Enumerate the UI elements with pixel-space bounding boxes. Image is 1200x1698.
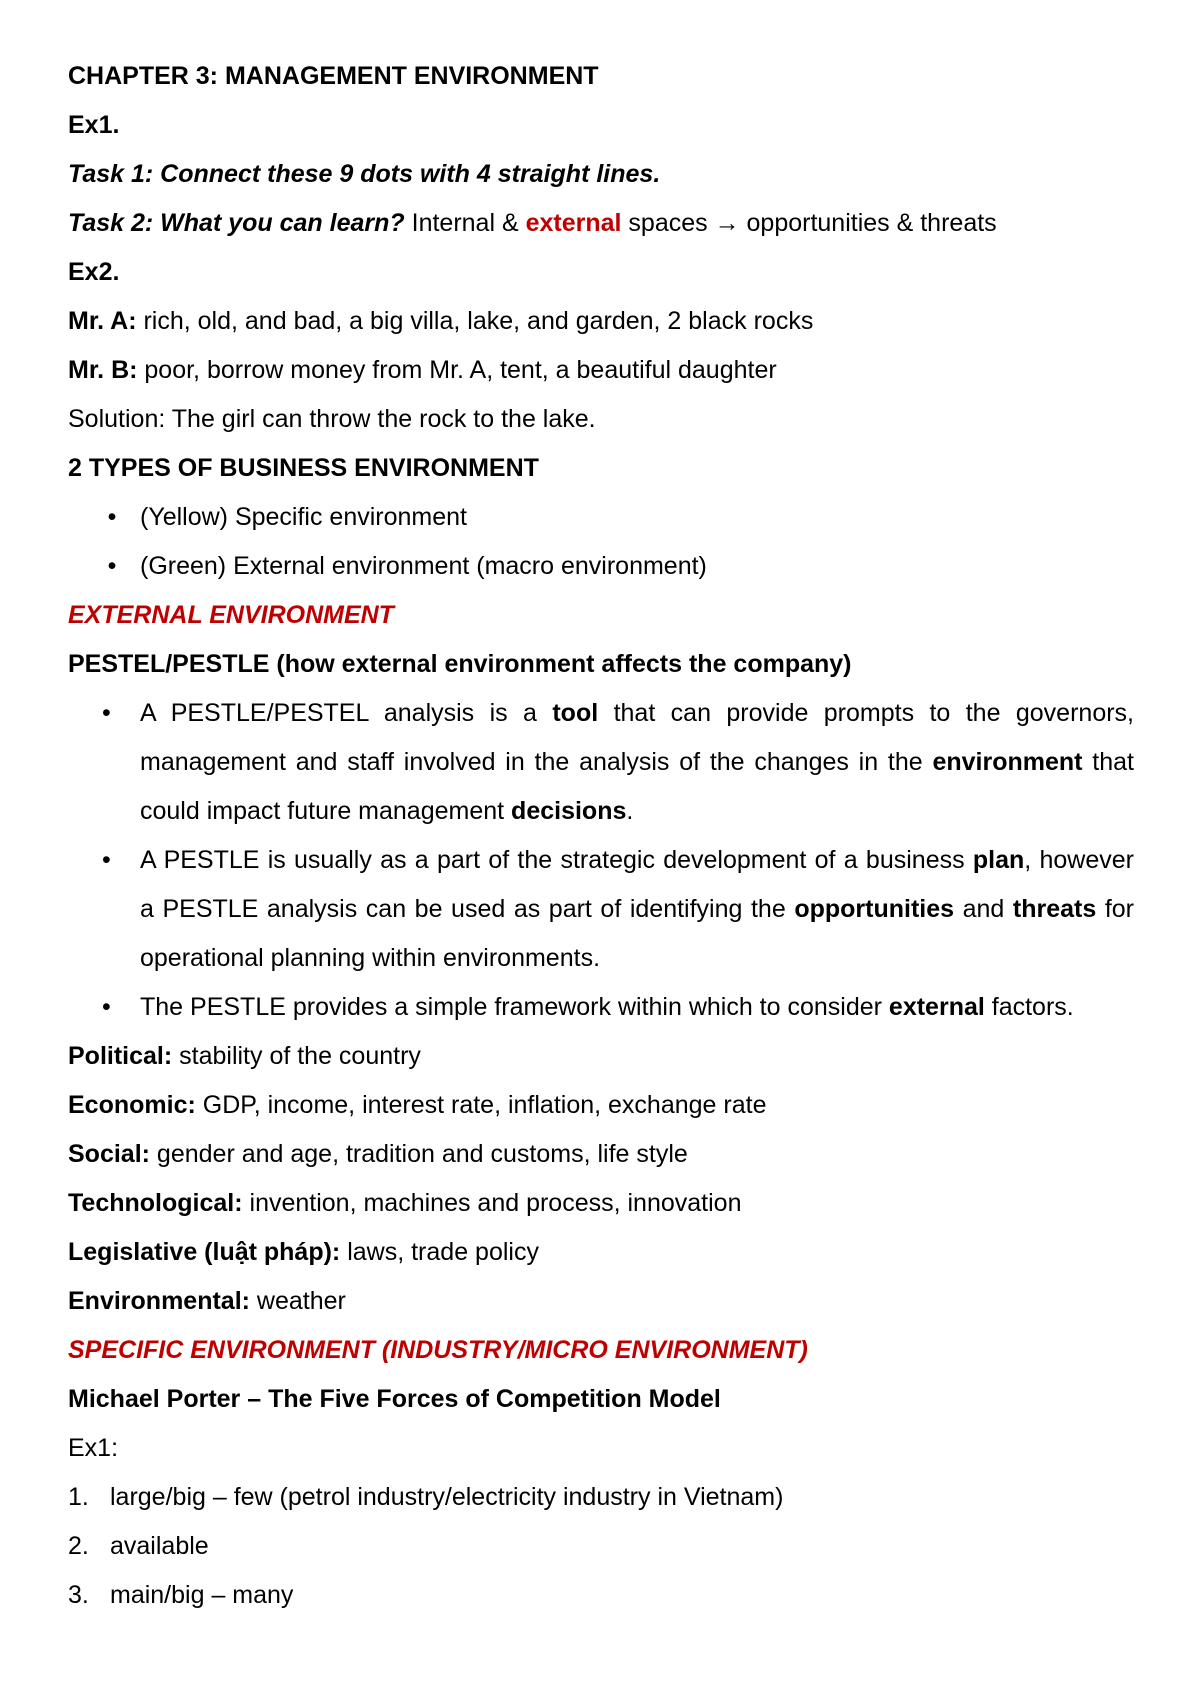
factor-text: invention, machines and process, innovation (242, 1189, 742, 1217)
types-list (68, 493, 1134, 591)
text-span: that can provide prompts to the governors, management and staff involved in the analysis of the changes in the (140, 699, 1134, 776)
external-heading: EXTERNAL ENVIRONMENT (68, 601, 394, 629)
list-text: large/big – few (petrol industry/electricity industry in Vietnam) (110, 1483, 784, 1511)
bullet-icon: • (107, 503, 117, 531)
types-heading: 2 TYPES OF BUSINESS ENVIRONMENT (68, 454, 539, 482)
list-item (68, 689, 1134, 836)
bold-span: decisions (511, 797, 627, 825)
text-span: and (954, 895, 1013, 923)
factor-text: gender and age, tradition and customs, life style (149, 1140, 688, 1168)
mr-b-text: poor, borrow money from Mr. A, tent, a beautiful daughter (137, 356, 777, 384)
factor-social (68, 1130, 1134, 1179)
list-item (68, 493, 1134, 542)
text-span: The PESTLE provides a simple framework within which to consider (140, 993, 889, 1021)
factor-text: GDP, income, interest rate, inflation, exchange rate (195, 1091, 767, 1119)
task2-text-b: spaces → opportunities & threats (621, 209, 997, 237)
solution-line: Solution: The girl can throw the rock to the lake. (68, 405, 596, 433)
factor-environmental (68, 1277, 1134, 1326)
factor-text: weather (249, 1287, 346, 1315)
list-text: available (110, 1532, 209, 1560)
mr-a-label: Mr. A: (68, 307, 137, 335)
bold-span: external (888, 993, 985, 1021)
text-span: . (626, 797, 634, 825)
types-item-1: (Yellow) Specific environment (140, 503, 468, 531)
ex2-heading: Ex2. (68, 258, 120, 286)
task2-label: Task 2: What you can learn? (68, 209, 405, 237)
text-span: A PESTLE/PESTEL analysis is a (140, 699, 553, 727)
text-span: A PESTLE is usually as a part of the strategic development of a business (140, 846, 973, 874)
specific-list (68, 1473, 1134, 1620)
specific-heading: SPECIFIC ENVIRONMENT (INDUSTRY/MICRO ENVIRONMENT) (68, 1336, 808, 1364)
mr-b-label: Mr. B: (68, 356, 138, 384)
bullet-icon: • (102, 993, 111, 1021)
bullet-icon: • (102, 846, 111, 874)
factor-label: Environmental: (68, 1287, 250, 1315)
list-number: 2. (68, 1532, 89, 1560)
bold-span: opportunities (794, 895, 955, 923)
text-span: that could impact future management (140, 748, 1134, 825)
factor-political (68, 1032, 1134, 1081)
factor-label: Social: (68, 1140, 150, 1168)
porter-heading: Michael Porter – The Five Forces of Competition Model (68, 1385, 721, 1413)
list-item (68, 1473, 1134, 1522)
factor-label: Legislative (luật pháp): (68, 1238, 341, 1266)
task1-line: Task 1: Connect these 9 dots with 4 straight lines. (68, 160, 661, 188)
factor-text: laws, trade policy (340, 1238, 539, 1266)
list-text: main/big – many (110, 1581, 294, 1609)
mr-a-line (68, 297, 1134, 346)
list-number: 1. (68, 1483, 89, 1511)
bullet-icon: • (107, 552, 117, 580)
pestel-list (68, 689, 1134, 1032)
text-span: , however a PESTLE analysis can be used as part of identifying the (140, 846, 1134, 923)
bold-span: environment (932, 748, 1083, 776)
text-span: factors. (984, 993, 1074, 1021)
list-item (68, 1571, 1134, 1620)
task2-highlight: external (525, 209, 622, 237)
chapter-title: CHAPTER 3: MANAGEMENT ENVIRONMENT (68, 62, 599, 90)
list-number: 3. (68, 1581, 89, 1609)
factor-economic (68, 1081, 1134, 1130)
specific-ex1-label: Ex1: (68, 1434, 119, 1462)
mr-a-text: rich, old, and bad, a big villa, lake, and garden, 2 black rocks (136, 307, 814, 335)
ex1-heading: Ex1. (68, 111, 120, 139)
list-item (68, 983, 1134, 1032)
task2-text-a: Internal & (404, 209, 526, 237)
text-span: for operational planning within environments. (140, 895, 1134, 972)
factor-text: stability of the country (172, 1042, 421, 1070)
list-item (68, 542, 1134, 591)
bold-span: tool (552, 699, 599, 727)
factor-label: Technological: (68, 1189, 243, 1217)
factor-technological (68, 1179, 1134, 1228)
list-item (68, 1522, 1134, 1571)
bold-span: plan (972, 846, 1025, 874)
types-item-2: (Green) External environment (macro environment) (140, 552, 707, 580)
task2-line (68, 199, 1134, 248)
mr-b-line (68, 346, 1134, 395)
bullet-icon: • (102, 699, 111, 727)
list-item (68, 836, 1134, 983)
pestel-heading: PESTEL/PESTLE (how external environment affects the company) (68, 650, 852, 678)
factor-legislative (68, 1228, 1134, 1277)
factor-label: Economic: (68, 1091, 196, 1119)
bold-span: threats (1012, 895, 1097, 923)
factor-label: Political: (68, 1042, 173, 1070)
